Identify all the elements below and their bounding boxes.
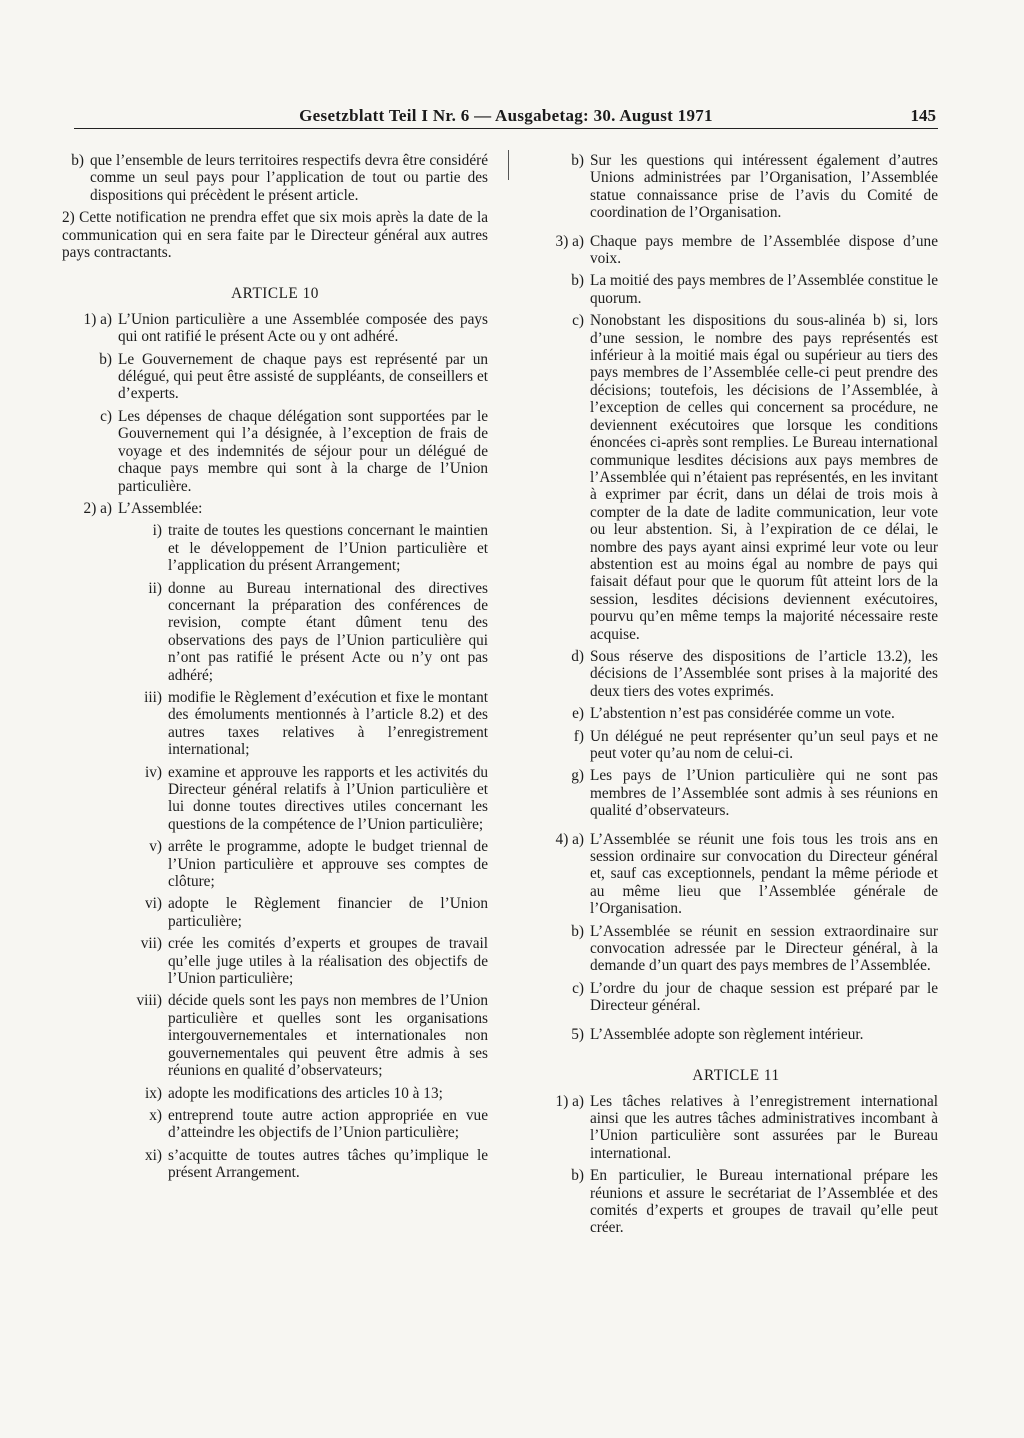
roman-item-i xyxy=(62,522,488,574)
clause-label: 4) a) xyxy=(555,830,584,848)
page-header xyxy=(74,102,938,129)
article-11-1b xyxy=(534,1167,938,1237)
roman-item-viii xyxy=(62,992,488,1079)
clause-text: Sur les questions qui intéressent également d’autres Unions administrées par l’Organisation, l’Assemblée statue connaissance prise de l’avis du Comité de coordination de l’Organisation. xyxy=(590,152,938,222)
roman-item-iii xyxy=(62,689,488,759)
clause-text: L’Union particulière a une Assemblée composée des pays qui ont ratifié le présent Acte ou y ont adhéré. xyxy=(118,310,488,346)
clause-3a xyxy=(534,233,938,268)
roman-item-xi xyxy=(62,1147,488,1182)
clause-text: Le Gouvernement de chaque pays est représenté par un délégué, qui peut être assisté de suppléants, de conseillers et d’experts. xyxy=(118,350,488,403)
page-number: 145 xyxy=(910,106,936,125)
clause-text: L’Assemblée adopte son règlement intérieur. xyxy=(590,1025,864,1043)
clause-text: Sous réserve des dispositions de l’article 13.2), les décisions de l’Assemblée sont prises à la majorité des deux tiers des votes exprimés. xyxy=(590,647,938,700)
column-divider xyxy=(508,150,509,180)
roman-text: traite de toutes les questions concernant le maintien et le développement de l’Union particulière et l’application du présent Arrangement; xyxy=(168,522,488,575)
clause-text: L’Assemblée: xyxy=(118,499,203,517)
roman-label: vi) xyxy=(145,895,162,913)
clause-label: 1) a) xyxy=(555,1092,584,1110)
roman-label: vii) xyxy=(140,935,162,953)
roman-text: s’acquitte de toutes autres tâches qu’implique le présent Arrangement. xyxy=(168,1146,488,1182)
clause-text: Un délégué ne peut représenter qu’un seul pays et ne peut voter qu’au nom de celui-ci. xyxy=(590,727,938,762)
roman-text: entreprend toute autre action appropriée en vue d’atteindre les objectifs de l’Union particulière; xyxy=(168,1106,488,1142)
roman-text: crée les comités d’experts et groupes de travail qu’elle juge utiles à la réalisation des objectifs de l’Union particulière; xyxy=(168,935,488,988)
clause-label: b) xyxy=(571,152,584,169)
roman-label: iii) xyxy=(144,688,162,706)
roman-label: ii) xyxy=(148,579,162,597)
roman-item-x xyxy=(62,1107,488,1142)
clause-3g xyxy=(534,767,938,819)
article-10-heading: ARTICLE 10 xyxy=(231,285,319,303)
clause-label: b) xyxy=(571,1167,584,1185)
article-10-1c xyxy=(62,408,488,495)
clause-3c xyxy=(534,312,938,643)
paragraph-2: 2) Cette notification ne prendra effet que six mois après la date de la communication qui en sera faite par le Directeur général aux autres pays contractants. xyxy=(62,209,488,262)
clause-text: L’Assemblée se réunit une fois tous les trois ans en session ordinaire sur convocation du Directeur général et, sauf cas exceptionnels, pendant la même période et au même lieu que l’Assemblée générale de l’Organisation. xyxy=(590,830,938,918)
clause-text: L’Assemblée se réunit en session extraordinaire sur convocation adressée par le Directeur général, à la demande d’un quart des pays membres de l’Assemblée. xyxy=(590,922,938,975)
clause-text: La moitié des pays membres de l’Assemblée constitue le quorum. xyxy=(590,272,938,307)
clause-3b xyxy=(534,272,938,307)
clause-text: Les tâches relatives à l’enregistrement international ainsi que les autres tâches administratives incombant à l’Union particulière sont assurées par le Bureau international. xyxy=(590,1092,938,1162)
clause-label: b) xyxy=(571,922,584,940)
roman-text: adopte les modifications des articles 10 à 13; xyxy=(168,1084,443,1102)
clause-label: c) xyxy=(100,407,112,425)
article-10-1a xyxy=(62,311,488,346)
roman-item-vii xyxy=(62,935,488,987)
roman-label: xi) xyxy=(145,1146,162,1164)
roman-item-vi xyxy=(62,895,488,930)
clause-3f xyxy=(534,728,938,763)
left-column xyxy=(62,152,488,1187)
gazette-title: Gesetzblatt Teil I Nr. 6 — Ausgabetag: 30. August 1971 xyxy=(299,106,713,125)
clause-5 xyxy=(534,1026,938,1043)
clause-label: 1) a) xyxy=(83,310,112,328)
roman-label: i) xyxy=(152,522,162,540)
roman-item-v xyxy=(62,838,488,890)
clause-label: c) xyxy=(572,979,584,997)
clause-3d xyxy=(534,648,938,700)
clause-text: Nonobstant les dispositions du sous-alinéa b) si, lors d’une session, le nombre des pays représentés est inférieur à la moitié mais égal ou supérieur au tiers des pays membres de l’Assemblée celle-ci peut prendre des décisions; toutefois, les décisions de l’Assemblée, à l’exception de celles qui concernent sa procédure, ne deviennent exécutoires que lorsque les conditions énoncées ci-après sont remplies. Le Bureau international communique lesdites décisions aux pays membres de l’Assemblée qui n’étaient pas représentés, en les invitant à exprimer par écrit, dans un délai de trois mois à compter de la date de ladite communication, leur vote ou leur abstention. Si, à l’expiration de ce délai, le nombre des pays ayant ainsi exprimé leur vote ou leur abstention est au moins égal au nombre de pays qui faisait défaut pour que le quorum fût atteint lors de la session, lesdites décisions deviennent exécutoires, pourvu qu’en même temps la majorité nécessaire reste acquise. xyxy=(590,312,938,643)
roman-text: examine et approuve les rapports et les activités du Directeur général relatifs à l’Union particulière et lui donne toutes directives utiles concernant les questions de la compétence de l’Union particulière; xyxy=(168,763,488,833)
roman-label: ix) xyxy=(145,1084,162,1102)
clause-label: b) xyxy=(71,152,84,169)
clause-text: que l’ensemble de leurs territoires respectifs devra être considéré comme un seul pays pour l’application de tout ou partie des dispositions qui précèdent le présent article. xyxy=(90,152,488,204)
clause-label: g) xyxy=(571,767,584,785)
roman-text: adopte le Règlement financier de l’Union particulière; xyxy=(168,895,488,930)
article-11-heading: ARTICLE 11 xyxy=(692,1067,780,1085)
clause-label: 2) a) xyxy=(83,499,112,517)
roman-label: viii) xyxy=(136,992,162,1010)
roman-item-ix xyxy=(62,1085,488,1102)
clause-b xyxy=(62,152,488,204)
roman-label: x) xyxy=(149,1106,162,1124)
clause-label: e) xyxy=(572,705,584,723)
roman-item-ii xyxy=(62,580,488,684)
clause-2b xyxy=(534,152,938,222)
roman-label: v) xyxy=(149,838,162,856)
roman-text: décide quels sont les pays non membres de l’Union particulière et quelles sont les organisations intergouvernementales et internationales non gouvernementales qui peuvent être admis à ses réunions en qualité d’observateurs; xyxy=(168,992,488,1080)
roman-text: arrête le programme, adopte le budget triennal de l’Union particulière et approuve ses comptes de clôture; xyxy=(168,838,488,891)
clause-text: En particulier, le Bureau international prépare les réunions et assure le secrétariat de l’Assemblée et des comités d’experts et groupes de travail qu’elle peut créer. xyxy=(590,1167,938,1237)
clause-4a xyxy=(534,831,938,918)
clause-4c xyxy=(534,980,938,1015)
clause-label: d) xyxy=(571,647,584,665)
clause-text: Chaque pays membre de l’Assemblée dispose d’une voix. xyxy=(590,232,938,268)
article-10-1b xyxy=(62,351,488,403)
right-column xyxy=(534,152,938,1242)
clause-text: Les dépenses de chaque délégation sont supportées par le Gouvernement qui l’a désignée, à l’exception de frais de voyage et des indemnités de séjour pour un délégué de chaque pays membre qui sont à la charge de l’Union particulière. xyxy=(118,407,488,495)
clause-label: 3) a) xyxy=(555,232,584,250)
clause-label: 5) xyxy=(571,1025,584,1043)
roman-text: modifie le Règlement d’exécution et fixe le montant des émoluments mentionnés à l’article 8.2) et des autres taxes relatives à l’enregistrement international; xyxy=(168,688,488,759)
clause-label: b) xyxy=(571,272,584,290)
clause-text: L’abstention n’est pas considérée comme un vote. xyxy=(590,705,895,723)
roman-label: iv) xyxy=(145,763,162,781)
clause-label: c) xyxy=(572,312,584,330)
roman-item-iv xyxy=(62,764,488,834)
clause-text: Les pays de l’Union particulière qui ne sont pas membres de l’Assemblée sont admis à ses réunions en qualité d’observateurs. xyxy=(590,767,938,820)
clause-label: f) xyxy=(573,727,584,745)
clause-label: b) xyxy=(99,350,112,368)
article-11-1a xyxy=(534,1093,938,1163)
clause-text: L’ordre du jour de chaque session est préparé par le Directeur général. xyxy=(590,979,938,1015)
article-10-2a xyxy=(62,500,488,517)
roman-text: donne au Bureau international des directives concernant la préparation des conférences de revision, compte étant dûment tenu des observations des pays de l’Union particulière qui n’ont pas ratifié le présent Acte ou n’y ont pas adhéré; xyxy=(168,579,488,684)
clause-3e xyxy=(534,705,938,722)
clause-4b xyxy=(534,923,938,975)
